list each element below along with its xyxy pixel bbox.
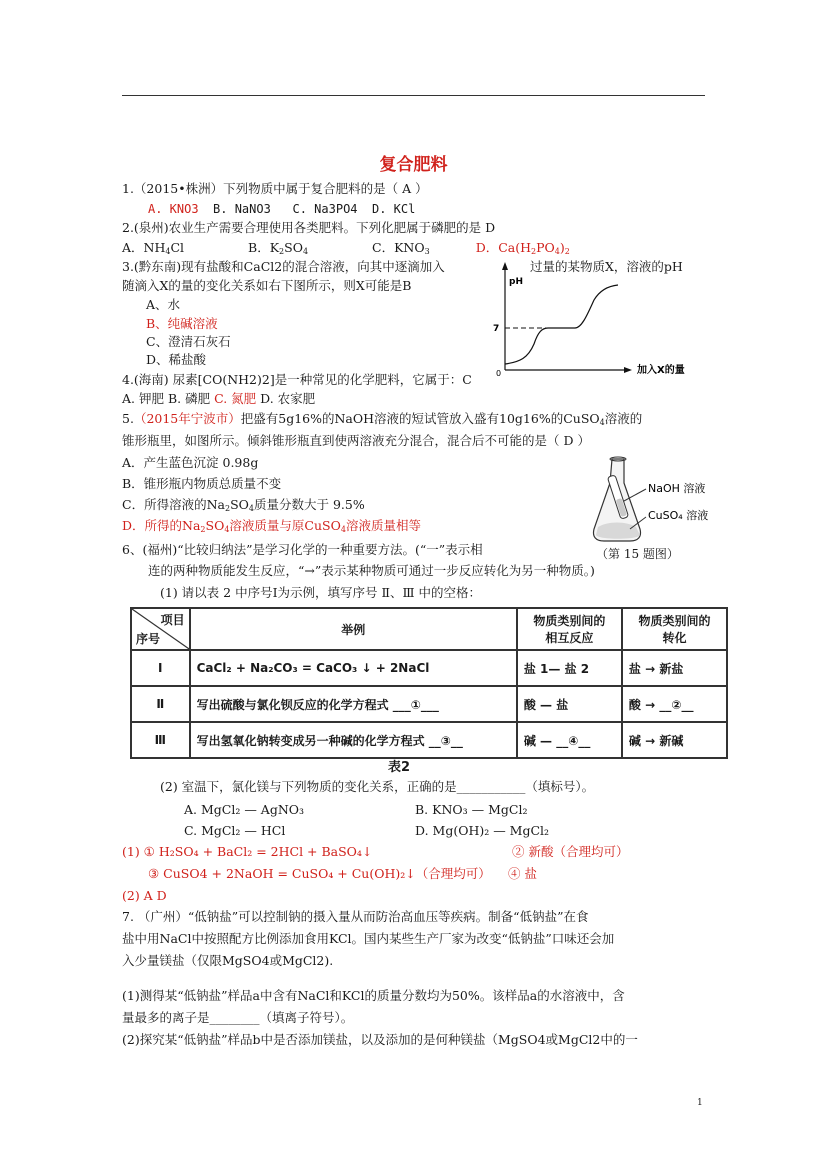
table-caption: 表2 [388, 760, 411, 775]
q2-stem: 2.(泉州)农业生产需要合理使用各类肥料。下列化肥属于磷肥的是 D [122, 220, 496, 235]
table-header-row [131, 608, 727, 650]
header-react: 物质类别间的 相互反应 [517, 608, 622, 650]
header-rule [122, 95, 705, 96]
q5-stem: 5.（2015年宁波市）把盛有5g16%的NaOH溶液的短试管放入盛有10g16%的CuSO$_4$溶液的 [122, 411, 643, 427]
ph-graph [490, 258, 700, 376]
row-example: CaCl₂ + Na₂CO₃ = CaCO₃ ↓ + 2NaCl [190, 650, 517, 686]
q7-line2: 盐中用NaCl中按照配方比例添加食用KCl。国内某些生产厂家为改变“低钠盐”口味还会加 [122, 931, 615, 946]
q3-line2: 随滴入X的量的变化关系如右下图所示，则X可能是B [122, 278, 412, 293]
q6-answer-1b: ② 新酸（合理均可） [512, 844, 629, 859]
row-trans: 碱 → 新碱 [622, 722, 727, 758]
q5-line2: 锥形瓶里，如图所示。倾斜锥形瓶直到使两溶液充分混合，混合后不可能的是（ D ） [122, 433, 590, 448]
q6-answer-1c: ③ CuSO4 + 2NaOH = CuSO₄ + Cu(OH)₂↓（合理均可） [148, 866, 491, 881]
q5-option-c: C．所得溶液的$Na_2SO_4$质量分数大于 9.5% [122, 497, 365, 513]
q7-sub2: (2)探究某“低钠盐”样品b中是否添加镁盐，以及添加的是何种镁盐（MgSO4或MgCl2中的一 [122, 1032, 638, 1047]
flask-label-cuso4: CuSO₄ 溶液 [648, 509, 709, 522]
q7-line1: 7. （广州）“低钠盐”可以控制钠的摄入量从而防治高血压等疾病。制备“低钠盐”在食 [122, 909, 589, 924]
row-react: 酸 — 盐 [517, 686, 622, 722]
q5-option-b: B．锥形瓶内物质总质量不变 [122, 476, 282, 491]
figure-caption: （第 15 题图） [596, 547, 679, 561]
q2-option-d: D．$Ca(H_2PO_4)_2$ [475, 240, 570, 256]
row-example: 写出硫酸与氯化钡反应的化学方程式 ___①___ [190, 686, 517, 722]
q3-line1a: 3.(黔东南)现有盐酸和CaCl2的混合溶液，向其中逐滴加入 [122, 259, 445, 274]
row-trans: 盐 → 新盐 [622, 650, 727, 686]
q6-answer-1d: ④ 盐 [508, 866, 537, 881]
header-seq: 序号 [136, 632, 161, 646]
graph-x-label: 加入X的量 [637, 365, 685, 376]
page-number: 1 [697, 1098, 703, 1108]
graph-seven-label: 7 [493, 324, 500, 334]
q3-option-d: D、稀盐酸 [146, 352, 207, 367]
q6-option-d: D. Mg(OH)₂ — MgCl₂ [415, 823, 550, 838]
graph-y-label: pH [509, 277, 523, 287]
table-row [131, 686, 727, 722]
flask-label-naoh: NaOH 溶液 [648, 482, 706, 495]
q2-options [122, 240, 570, 256]
q2-option-b: B．$K_2SO_4$ [248, 240, 309, 256]
q6-answer-1a: (1) ① H₂SO₄ + BaCl₂ = 2HCl + BaSO₄↓ [122, 844, 373, 859]
q6-stem2: 连的两种物质能发生反应，“→”表示某种物质可通过一步反应转化为另一种物质。) [148, 563, 595, 578]
q4-stem: 4.(海南) 尿素[CO(NH2)2]是一种常见的化学肥料，它属于：C [122, 372, 472, 387]
q6-option-b: B. KNO₃ — MgCl₂ [415, 802, 528, 817]
q5-option-a: A．产生蓝色沉淀 0.98g [122, 455, 259, 470]
q6-answer-2: (2) A D [122, 888, 167, 903]
q7-sub1b: 量最多的离子是________（填离子符号）。 [122, 1010, 354, 1025]
q3-option-c: C、澄清石灰石 [146, 334, 231, 349]
table-row [131, 650, 727, 686]
row-example: 写出氢氧化钠转变成另一种碱的化学方程式 __③__ [190, 722, 517, 758]
header-example: 举例 [190, 608, 517, 650]
q2-option-a: A．$NH_4Cl$ [122, 240, 185, 256]
row-seq: Ⅱ [131, 686, 190, 722]
flask-diagram [590, 455, 730, 545]
table-corner-header [131, 608, 190, 650]
q6-sub2: (2) 室温下，氯化镁与下列物质的变化关系，正确的是___________（填标号）。 [160, 779, 595, 794]
q6-sub1: (1) 请以表 2 中序号Ⅰ为示例，填写序号 Ⅱ、Ⅲ 中的空格： [160, 585, 482, 600]
q3-line1b: 过量的某物质X，溶液的pH [530, 259, 683, 274]
row-seq: Ⅲ [131, 722, 190, 758]
q1-option-rest: B. NaNO3 C. Na3PO4 D. KCl [198, 202, 416, 216]
q1-options [148, 201, 415, 217]
q1-option-a: A. KNO3 [148, 202, 199, 216]
row-react: 碱 — __④__ [517, 722, 622, 758]
q6-stem1: 6、(福州)“比较归纳法”是学习化学的一种重要方法。(“一”表示相 [122, 542, 483, 557]
q5-option-d: D．所得的$Na_2SO_4$溶液质量与原CuSO$_4$溶液质量相等 [122, 518, 421, 534]
q7-line3: 入少量镁盐（仅限MgSO4或MgCl2). [122, 953, 334, 968]
row-react: 盐 1— 盐 2 [517, 650, 622, 686]
table-2 [130, 607, 728, 759]
row-trans: 酸 → __②__ [622, 686, 727, 722]
q6-option-c: C. MgCl₂ — HCl [184, 823, 286, 838]
header-trans: 物质类别间的 转化 [622, 608, 727, 650]
q6-option-a: A. MgCl₂ — AgNO₃ [184, 802, 305, 817]
header-item: 项目 [160, 613, 185, 627]
q4-options: A. 钾肥 B. 磷肥 C. 氮肥 D. 农家肥 [122, 391, 316, 406]
q2-option-c: C．$KNO_3$ [372, 240, 430, 256]
q3-option-a: A、水 [146, 297, 181, 312]
table-row [131, 722, 727, 758]
graph-origin-label: 0 [496, 369, 502, 376]
page-title: 复合肥料 [379, 155, 448, 175]
row-seq: Ⅰ [131, 650, 190, 686]
q7-sub1a: (1)测得某“低钠盐”样品a中含有NaCl和KCl的质量分数均为50%。该样品a的水溶液中，含 [122, 988, 625, 1003]
q3-option-b: B、纯碱溶液 [146, 316, 218, 331]
q1-stem: 1.（2015•株洲）下列物质中属于复合肥料的是（ A ） [122, 181, 428, 196]
